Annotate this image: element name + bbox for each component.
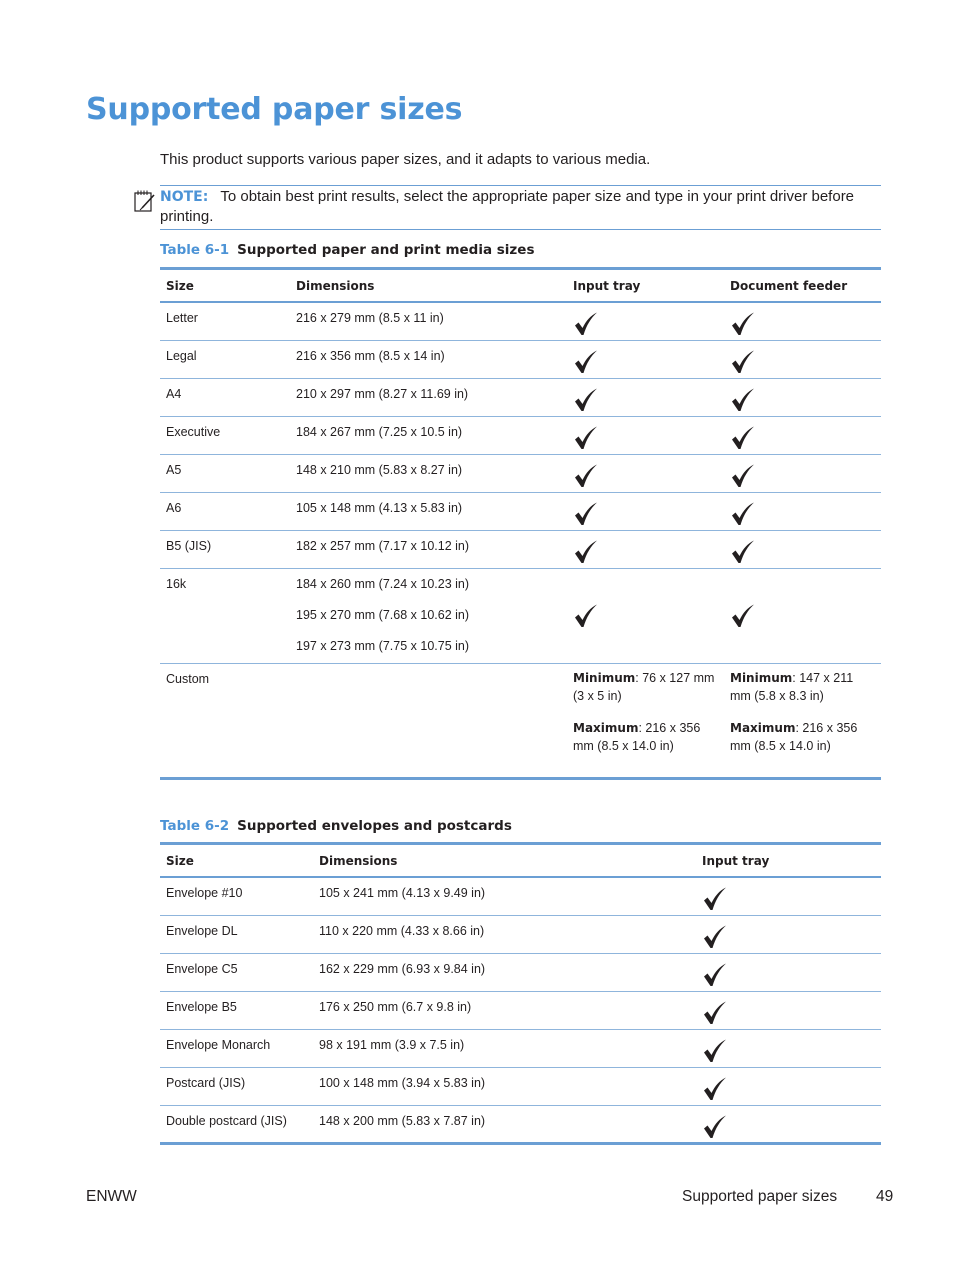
checkmark-icon <box>702 962 728 988</box>
table1-number: Table 6-1 <box>160 242 230 258</box>
page-title: Supported paper sizes <box>86 92 463 127</box>
dimensions-cell <box>290 663 567 778</box>
table1-title: Supported paper and print media sizes <box>237 242 535 258</box>
col-header-document-feeder: Document feeder <box>724 269 881 303</box>
checkmark-icon <box>573 349 599 375</box>
checkmark-icon <box>702 886 728 912</box>
checkmark-icon <box>730 603 756 629</box>
note-box <box>160 185 881 230</box>
table-row <box>160 492 881 530</box>
size-text: Executive <box>166 424 221 439</box>
checkmark-icon <box>702 924 728 950</box>
minimum-size <box>573 664 718 705</box>
size-cell <box>160 530 290 568</box>
input-tray-cell <box>696 1067 881 1105</box>
table-row <box>160 953 881 991</box>
table-row-custom <box>160 663 881 778</box>
table-row <box>160 1029 881 1067</box>
dimensions-text: 210 x 297 mm (8.27 x 11.69 in) <box>296 386 469 401</box>
table-row <box>160 991 881 1029</box>
table-row <box>160 877 881 915</box>
dimensions-text: 98 x 191 mm (3.9 x 7.5 in) <box>319 1037 465 1052</box>
dimensions-text: 182 x 257 mm (7.17 x 10.12 in) <box>296 538 470 553</box>
table-row <box>160 340 881 378</box>
size-cell <box>160 568 290 663</box>
footer-section: Supported paper sizes <box>682 1188 838 1205</box>
table-row <box>160 915 881 953</box>
size-cell <box>160 1029 313 1067</box>
checkmark-icon <box>702 1000 728 1026</box>
table-row <box>160 568 881 663</box>
dimensions-cell <box>290 568 567 663</box>
table1-caption <box>160 242 534 258</box>
input-tray-cell <box>696 877 881 915</box>
table-row <box>160 1067 881 1105</box>
table2-number: Table 6-2 <box>160 818 230 834</box>
size-cell <box>160 1067 313 1105</box>
input-tray-cell <box>567 663 724 778</box>
dimensions-cell <box>313 1105 696 1143</box>
dimensions-cell <box>313 953 696 991</box>
table-row <box>160 530 881 568</box>
size-text: Postcard (JIS) <box>166 1075 246 1090</box>
document-feeder-cell <box>724 302 881 340</box>
size-cell <box>160 663 290 778</box>
col-header-input-tray: Input tray <box>696 844 881 878</box>
input-tray-cell <box>567 530 724 568</box>
checkmark-icon <box>730 501 756 527</box>
document-feeder-cell <box>724 568 881 663</box>
size-text: Custom <box>166 671 210 686</box>
checkmark-icon <box>573 425 599 451</box>
table-row <box>160 1105 881 1143</box>
size-text: A6 <box>166 500 182 515</box>
dimensions-text: 100 x 148 mm (3.94 x 5.83 in) <box>319 1075 486 1090</box>
document-feeder-cell <box>724 663 881 778</box>
table-row <box>160 454 881 492</box>
dimensions-cell <box>290 530 567 568</box>
dimensions-text: 176 x 250 mm (6.7 x 9.8 in) <box>319 999 472 1014</box>
size-text: 16k <box>166 576 187 591</box>
dimensions-cell <box>313 1029 696 1067</box>
checkmark-icon <box>573 311 599 337</box>
input-tray-cell <box>696 915 881 953</box>
input-tray-cell <box>567 492 724 530</box>
dimensions-text: 105 x 241 mm (4.13 x 9.49 in) <box>319 886 486 900</box>
input-tray-cell <box>696 953 881 991</box>
envelopes-table <box>160 842 881 1145</box>
size-text: A4 <box>166 386 182 401</box>
dimensions-cell <box>290 302 567 340</box>
input-tray-cell <box>567 378 724 416</box>
input-tray-cell <box>696 1105 881 1143</box>
size-text: Double postcard (JIS) <box>166 1113 287 1128</box>
dimensions-cell <box>313 1067 696 1105</box>
dimensions-text: 162 x 229 mm (6.93 x 9.84 in) <box>319 961 486 976</box>
checkmark-icon <box>702 1038 728 1064</box>
dimensions-cell <box>313 915 696 953</box>
document-feeder-cell <box>724 530 881 568</box>
dimensions-text: 216 x 279 mm (8.5 x 11 in) <box>296 311 444 325</box>
dimensions-text: 195 x 270 mm (7.68 x 10.62 in) <box>296 607 470 622</box>
note-label: NOTE: <box>160 189 209 205</box>
note-text: To obtain best print results, select the appropriate paper size and type in your print driver before printing. <box>160 188 855 225</box>
dimensions-text: 197 x 273 mm (7.75 x 10.75 in) <box>296 638 470 653</box>
size-cell <box>160 378 290 416</box>
size-cell <box>160 302 290 340</box>
note-pad-icon <box>133 189 155 213</box>
size-cell <box>160 454 290 492</box>
minimum-value: : 76 x 127 mm (3 x 5 in) <box>573 670 715 703</box>
size-text: B5 (JIS) <box>166 538 212 553</box>
dimensions-cell <box>290 454 567 492</box>
dimensions-text: 184 x 267 mm (7.25 x 10.5 in) <box>296 424 463 439</box>
size-cell <box>160 340 290 378</box>
document-feeder-cell <box>724 340 881 378</box>
dimensions-cell <box>290 492 567 530</box>
checkmark-icon <box>730 311 756 337</box>
table2-title: Supported envelopes and postcards <box>237 818 512 834</box>
dimensions-cell <box>290 378 567 416</box>
size-cell <box>160 991 313 1029</box>
checkmark-icon <box>702 1076 728 1102</box>
table-row <box>160 302 881 340</box>
maximum-value: : 216 x 356 mm (8.5 x 14.0 in) <box>573 720 701 753</box>
size-text: Envelope C5 <box>166 961 238 976</box>
document-feeder-cell <box>724 454 881 492</box>
maximum-label: Maximum <box>730 720 796 735</box>
dimensions-text: 184 x 260 mm (7.24 x 10.23 in) <box>296 576 470 591</box>
checkmark-icon <box>573 501 599 527</box>
dimensions-text: 110 x 220 mm (4.33 x 8.66 in) <box>319 923 485 938</box>
checkmark-icon <box>573 603 599 629</box>
table-row <box>160 378 881 416</box>
size-cell <box>160 953 313 991</box>
checkmark-icon <box>730 387 756 413</box>
maximum-value: : 216 x 356 mm (8.5 x 14.0 in) <box>730 720 858 753</box>
col-header-size: Size <box>160 269 290 303</box>
checkmark-icon <box>573 539 599 565</box>
col-header-size: Size <box>160 844 313 878</box>
size-cell <box>160 416 290 454</box>
size-text: Letter <box>166 311 198 325</box>
dimensions-cell <box>290 416 567 454</box>
input-tray-cell <box>567 302 724 340</box>
document-feeder-cell <box>724 492 881 530</box>
table-header-row <box>160 269 881 303</box>
input-tray-cell <box>567 568 724 663</box>
document-feeder-cell <box>724 378 881 416</box>
col-header-dimensions: Dimensions <box>290 269 567 303</box>
size-text: Legal <box>166 348 197 363</box>
checkmark-icon <box>730 463 756 489</box>
minimum-value: : 147 x 211 mm (5.8 x 8.3 in) <box>730 670 854 703</box>
footer-left: ENWW <box>86 1188 137 1205</box>
size-text: Envelope Monarch <box>166 1037 271 1052</box>
dimensions-text: 105 x 148 mm (4.13 x 5.83 in) <box>296 500 463 515</box>
dimensions-text: 148 x 200 mm (5.83 x 7.87 in) <box>319 1113 486 1128</box>
size-cell <box>160 492 290 530</box>
checkmark-icon <box>730 539 756 565</box>
checkmark-icon <box>573 463 599 489</box>
size-cell <box>160 915 313 953</box>
maximum-size <box>573 705 718 755</box>
size-cell <box>160 1105 313 1143</box>
size-text: A5 <box>166 462 182 477</box>
maximum-label: Maximum <box>573 720 639 735</box>
dimensions-text: 148 x 210 mm (5.83 x 8.27 in) <box>296 462 463 477</box>
table-row <box>160 416 881 454</box>
page-number: 49 <box>876 1188 894 1205</box>
minimum-label: Minimum <box>730 670 793 685</box>
document-feeder-cell <box>724 416 881 454</box>
col-header-input-tray: Input tray <box>567 269 724 303</box>
input-tray-cell <box>567 416 724 454</box>
dimensions-cell <box>313 991 696 1029</box>
input-tray-cell <box>567 454 724 492</box>
table-header-row <box>160 844 881 878</box>
minimum-label: Minimum <box>573 670 636 685</box>
col-header-dimensions: Dimensions <box>313 844 696 878</box>
size-text: Envelope DL <box>166 923 238 938</box>
checkmark-icon <box>702 1114 728 1140</box>
size-text: Envelope B5 <box>166 999 237 1014</box>
table2-caption <box>160 818 512 834</box>
size-text: Envelope #10 <box>166 886 243 900</box>
dimensions-cell <box>313 877 696 915</box>
dimensions-text: 216 x 356 mm (8.5 x 14 in) <box>296 348 445 363</box>
input-tray-cell <box>567 340 724 378</box>
minimum-size <box>730 664 875 705</box>
checkmark-icon <box>573 387 599 413</box>
maximum-size <box>730 705 875 755</box>
checkmark-icon <box>730 425 756 451</box>
input-tray-cell <box>696 1029 881 1067</box>
checkmark-icon <box>730 349 756 375</box>
size-cell <box>160 877 313 915</box>
paper-sizes-table <box>160 267 881 780</box>
input-tray-cell <box>696 991 881 1029</box>
intro-paragraph: This product supports various paper sizes, and it adapts to various media. <box>160 151 651 168</box>
dimensions-cell <box>290 340 567 378</box>
